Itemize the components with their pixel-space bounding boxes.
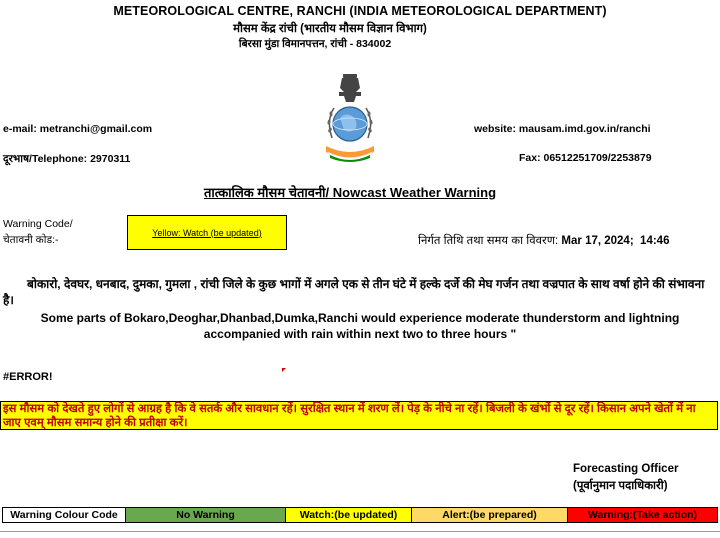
legend-watch: Watch:(be updated) — [286, 507, 412, 523]
centre-title-hindi: मौसम केंद्र रांची (भारतीय मौसम विज्ञान विभाग) — [233, 23, 427, 35]
warning-code-label — [3, 216, 73, 248]
warning-code-label-hi: चेतावनी कोड:- — [3, 234, 59, 246]
centre-title: METEOROLOGICAL CENTRE, RANCHI (INDIA METEOROLOGICAL DEPARTMENT) — [113, 4, 607, 18]
contact-telephone: दूरभाष/Telephone: 2970311 — [3, 153, 131, 165]
lion-capital-icon — [339, 74, 361, 102]
warning-message-english — [0, 310, 720, 342]
centre-address: बिरसा मुंडा विमानपत्तन, रांची - 834002 — [238, 38, 392, 50]
warning-code-label-en: Warning Code/ — [3, 218, 73, 230]
warning-colour-legend — [2, 507, 720, 523]
warning-message-line-2: accompanied with rain within next two to three hours " — [203, 327, 517, 341]
issue-datetime — [418, 233, 669, 248]
bottom-divider — [0, 531, 720, 532]
issue-value: Mar 17, 2024; 14:46 — [561, 235, 670, 247]
issue-label: निर्गत तिथि तथा समय का विवरण: — [418, 235, 559, 247]
imd-emblem-icon — [322, 72, 378, 166]
legend-label: Warning Colour Code — [2, 507, 126, 523]
legend-warning: Warning:(Take action) — [568, 507, 718, 523]
warning-code-badge: Yellow: Watch (be updated) — [127, 215, 287, 250]
warning-message-line-1: Some parts of Bokaro,Deoghar,Dhanbad,Dumka,Ranchi would experience moderate thunderstorm and lightning — [40, 311, 680, 325]
officer-title-hi: (पूर्वानुमान पदाधिकारी) — [573, 480, 668, 492]
forecasting-officer — [573, 461, 678, 495]
legend-alert: Alert:(be prepared) — [412, 507, 568, 523]
legend-no-warning: No Warning — [126, 507, 286, 523]
contact-website: website: mausam.imd.gov.in/ranchi — [474, 123, 651, 135]
comment-marker-icon — [282, 368, 286, 372]
officer-title-en: Forecasting Officer — [573, 463, 679, 475]
contact-fax: Fax: 06512251709/2253879 — [519, 152, 652, 164]
error-cell: #ERROR! — [3, 371, 53, 383]
warning-message-hindi: बोकारो, देवघर, धनबाद, दुमका, गुमला , रांची जिले के कुछ भागों में अगले एक से तीन घंटे में हल्के दर्जे की मेघ गर्जन तथा वज्रपात के साथ वर्षा होने की संभावना है। — [3, 277, 705, 307]
contact-email: e-mail: metranchi@gmail.com — [3, 123, 153, 135]
public-advice: इस मौसम को देखते हुए लोगों से आग्रह है कि वे सतर्क और सावधान रहें। सुरक्षित स्थान में शरण लें। पेड़ के नीचे ना रहें। बिजली के खंभों से दूर रहें। किसान अपने खेतों में ना जाए एवम् मौसम समान्य होने की प्रतीक्षा करें। — [0, 401, 718, 430]
bulletin-heading: तात्कालिक मौसम चेतावनी/ Nowcast Weather Warning — [203, 185, 497, 200]
